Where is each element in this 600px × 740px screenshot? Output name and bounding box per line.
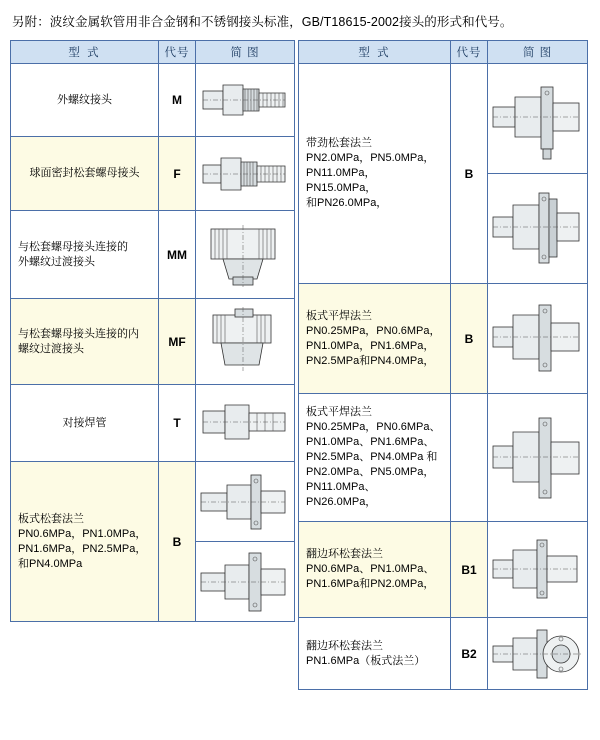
column-header-code: 代号 — [159, 41, 196, 64]
table-row — [11, 211, 295, 299]
table-row — [299, 64, 588, 174]
table-row — [11, 299, 295, 385]
page-title: 另附：波纹金属软管用非合金钢和不锈钢接头标准，GB/T18615-2002接头的形式和代号。 — [12, 15, 513, 29]
fitting-type: 带劲松套法兰 PN2.0MPa，PN5.0MPa， PN11.0MPa，PN15.0MPa， 和PN26.0MPa， — [299, 64, 451, 284]
column-header-diagram: 简 图 — [488, 41, 588, 64]
pipe-fitting-diagram-icon — [199, 143, 291, 205]
fitting-code: MM — [159, 211, 196, 299]
column-header-type: 型 式 — [11, 41, 159, 64]
fitting-type: 外螺纹接头 — [11, 64, 159, 137]
pipe-fitting-diagram-icon — [199, 217, 291, 293]
fitting-diagram — [488, 64, 588, 174]
fitting-type: 与松套螺母接头连接的内 螺纹过渡接头 — [11, 299, 159, 385]
fitting-type: 板式平焊法兰 PN0.25MPa，PN0.6MPa， PN1.0MPa，PN1.6MPa， PN2.5MPa和PN4.0MPa， — [299, 284, 451, 394]
fitting-code: B1 — [451, 522, 488, 618]
fitting-type: 翻边环松套法兰 PN0.6MPa、PN1.0MPa、 PN1.6MPa和PN2.0MPa， — [299, 522, 451, 618]
flange-diagram-icon — [199, 547, 291, 617]
fitting-type: 板式平焊法兰 PN0.25MPa，PN0.6MPa、 PN1.0MPa、PN1.6MPa、 PN2.5MPa、PN4.0MPa 和 PN2.0MPa、PN5.0MPa， PN11.0MPa、PN26.0MPa， — [299, 394, 451, 522]
fitting-code: M — [159, 64, 196, 137]
flange-diagram-icon — [491, 293, 585, 385]
pipe-fitting-diagram-icon — [199, 69, 291, 131]
fitting-code: MF — [159, 299, 196, 385]
column-header-diagram: 简 图 — [196, 41, 295, 64]
fitting-diagram — [196, 137, 295, 211]
flange-diagram-icon — [491, 622, 585, 686]
flange-diagram-icon — [199, 467, 291, 537]
left-fitting-table — [10, 40, 295, 622]
fitting-diagram — [196, 64, 295, 137]
fitting-diagram — [488, 522, 588, 618]
column-header-code: 代号 — [451, 41, 488, 64]
fitting-code: B — [451, 284, 488, 394]
fitting-type: 翻边环松套法兰 PN1.6MPa（板式法兰） — [299, 618, 451, 690]
fitting-code: B — [159, 462, 196, 622]
column-header-type: 型 式 — [299, 41, 451, 64]
fitting-diagram — [488, 174, 588, 284]
fitting-code: T — [159, 385, 196, 462]
fitting-type: 与松套螺母接头连接的 外螺纹过渡接头 — [11, 211, 159, 299]
pipe-fitting-diagram-icon — [199, 391, 291, 455]
table-row — [11, 64, 295, 137]
fitting-diagram — [488, 394, 588, 522]
flange-diagram-icon — [491, 404, 585, 512]
fitting-type: 对接焊管 — [11, 385, 159, 462]
right-fitting-table — [298, 40, 588, 690]
fitting-diagram — [196, 385, 295, 462]
table-row — [11, 137, 295, 211]
table-row — [299, 284, 588, 394]
fitting-diagram — [196, 299, 295, 385]
fitting-diagram — [196, 462, 295, 622]
flange-diagram-icon — [491, 183, 585, 275]
fitting-type: 球面密封松套螺母接头 — [11, 137, 159, 211]
table-row — [11, 462, 295, 622]
table-row — [299, 522, 588, 618]
pipe-fitting-diagram-icon — [199, 305, 291, 379]
table-header-row — [11, 41, 295, 64]
fitting-type: 板式松套法兰 PN0.6MPa，PN1.0MPa， PN1.6MPa，PN2.5MPa， 和PN4.0MPa — [11, 462, 159, 622]
fitting-code: B2 — [451, 618, 488, 690]
table-row — [299, 394, 588, 522]
fitting-code — [451, 394, 488, 522]
tables-container — [10, 40, 590, 690]
table-row — [299, 618, 588, 690]
fitting-code: F — [159, 137, 196, 211]
fitting-diagram — [488, 284, 588, 394]
fitting-diagram — [196, 211, 295, 299]
table-header-row — [299, 41, 588, 64]
fitting-code: B — [451, 64, 488, 284]
fitting-diagram — [488, 618, 588, 690]
flange-diagram-icon — [491, 530, 585, 610]
flange-diagram-icon — [491, 73, 585, 165]
table-row — [11, 385, 295, 462]
